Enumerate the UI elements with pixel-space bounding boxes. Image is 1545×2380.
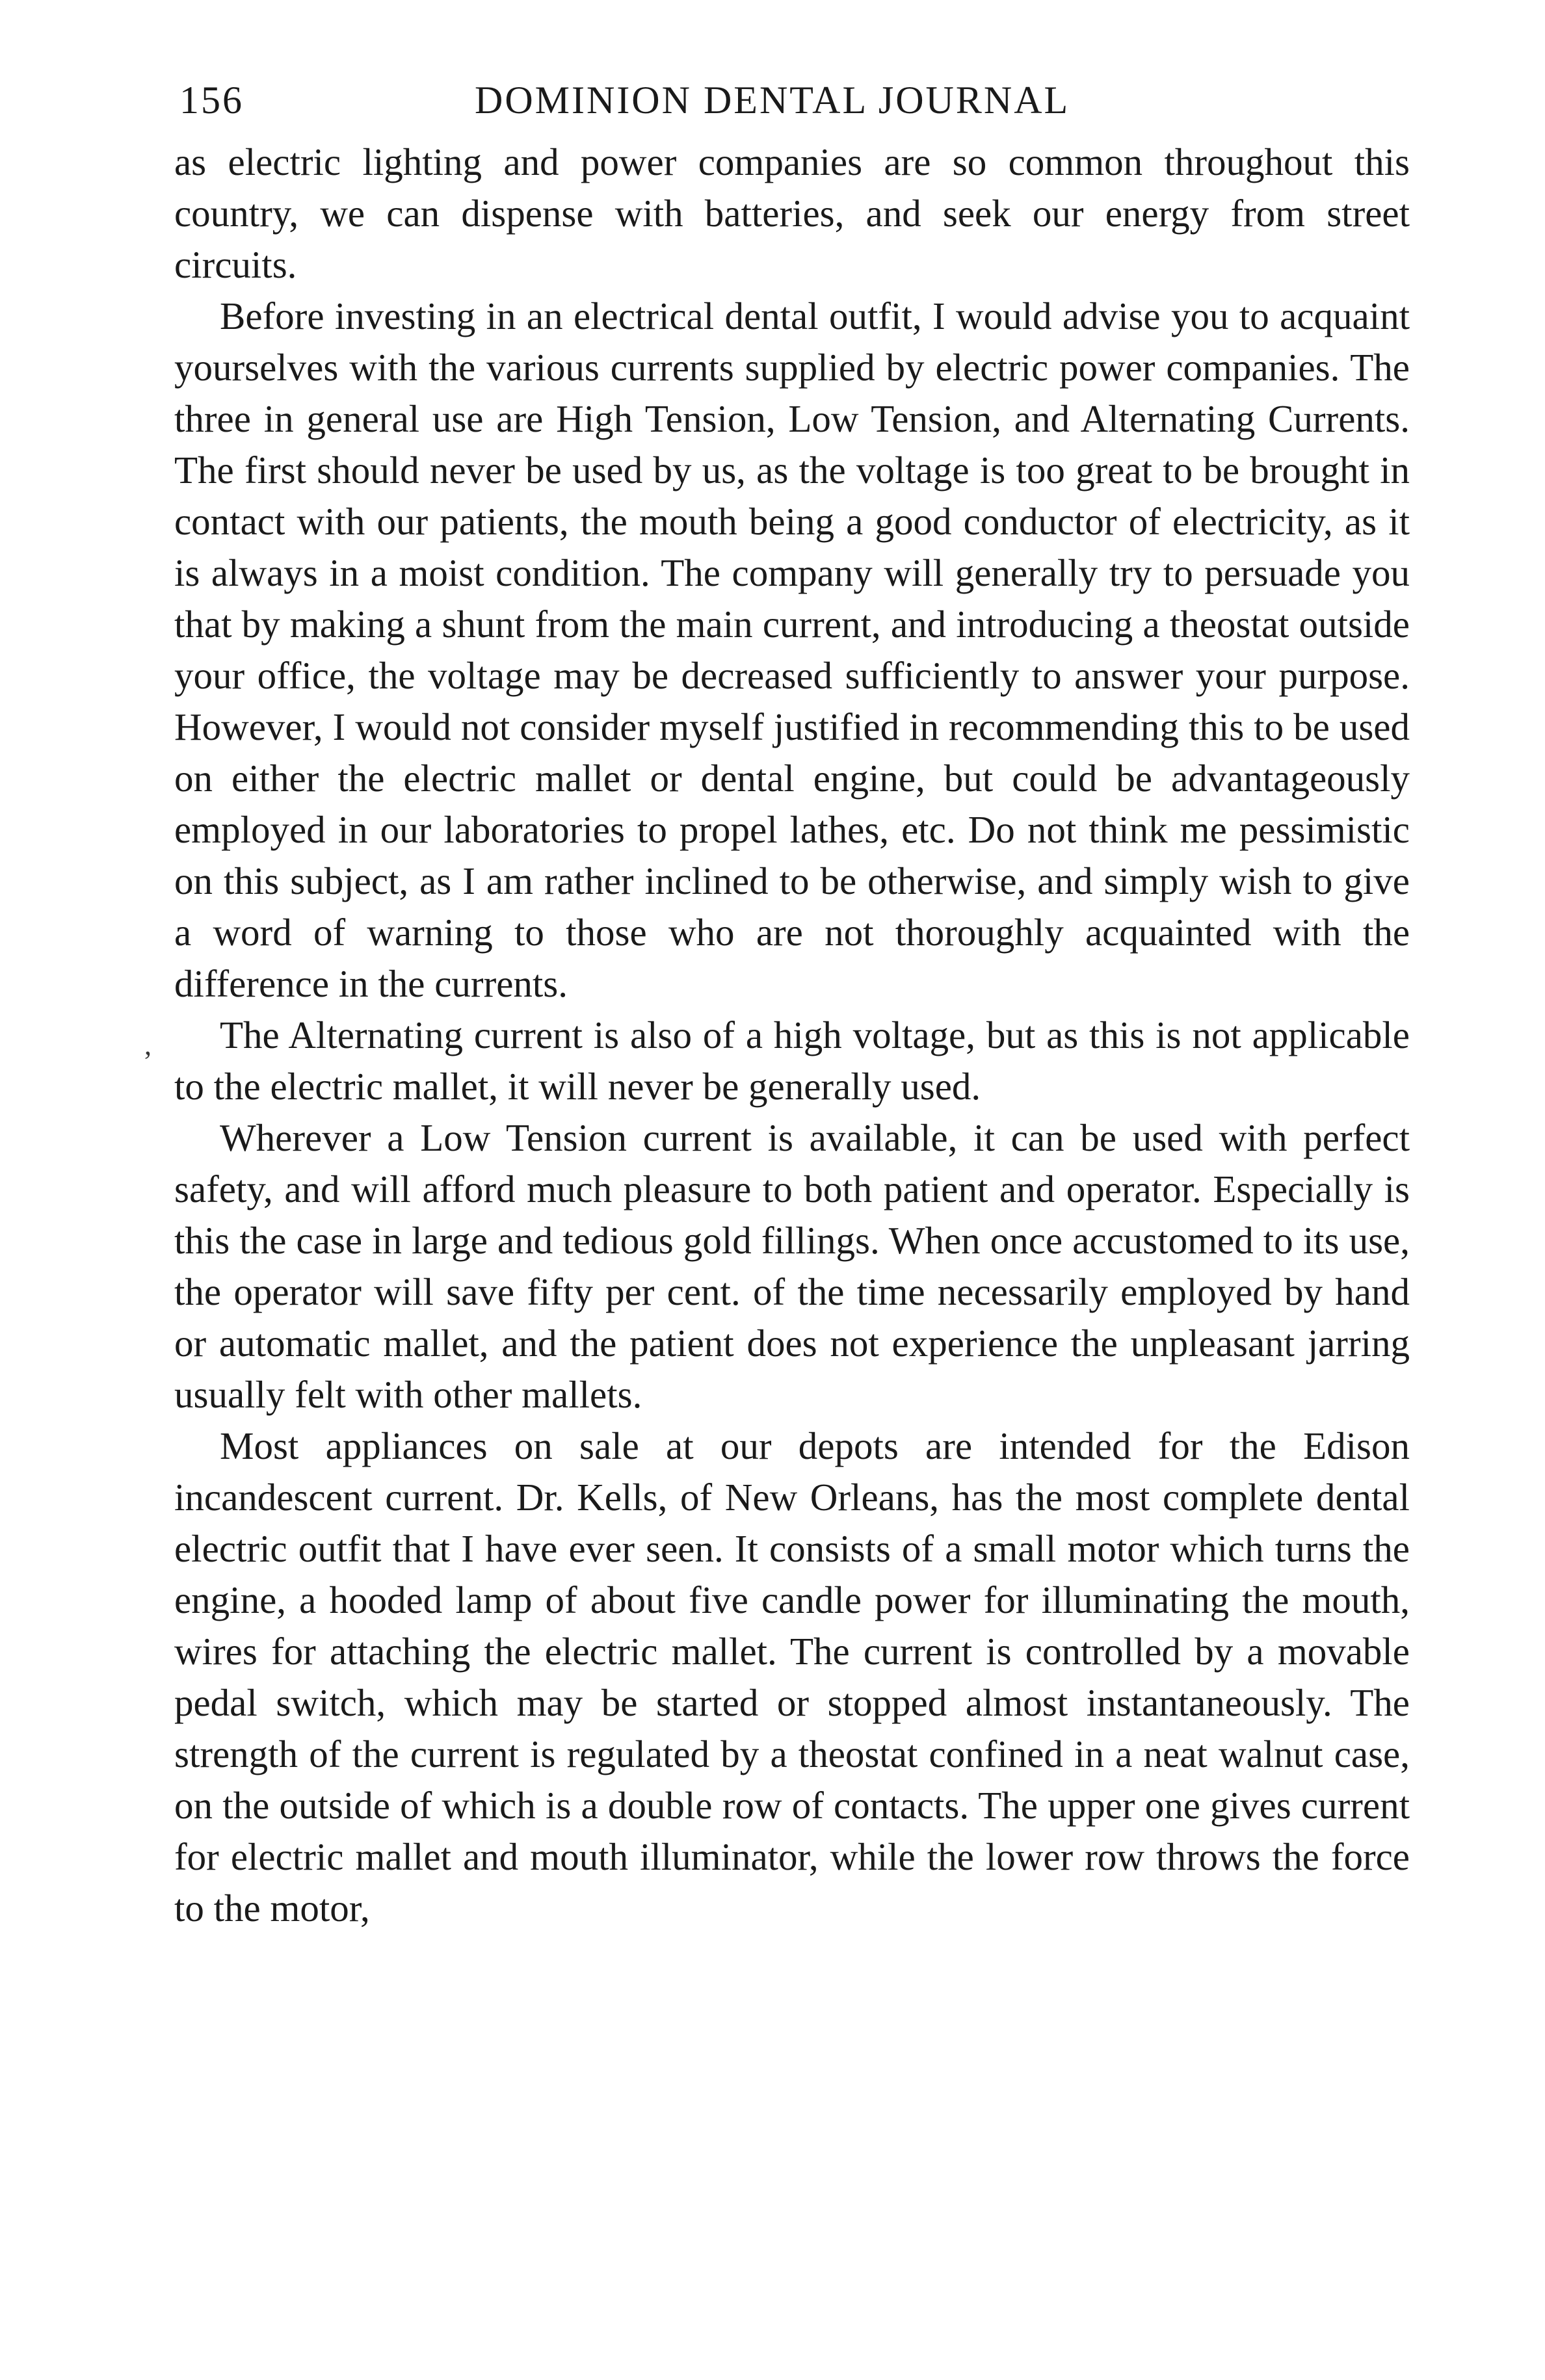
paragraph-5: Most appliances on sale at our depots are intended for the Edison incandescent current. Dr. Kells, of New Orleans, has the most complete dental electric outfit that I have ever seen. It consists of a small motor which turns the engine, a hooded lamp of about five candle power for illuminating the mouth, wires for attaching the electric mallet. The current is controlled by a movable pedal switch, which may be started or stopped almost instantaneously. The strength of the current is regulated by a theostat confined in a neat walnut case, on the outside of which is a double row of contacts. The upper one gives current for electric mallet and mouth illuminator, while the lower row throws the force to the motor,	[174, 1424, 1410, 1929]
paragraph-1: as electric lighting and power companies are so common throughout this country, we can dispense with batteries, and seek our energy from street circuits.	[174, 140, 1410, 286]
page-number: 156	[179, 79, 244, 122]
journal-page	[174, 65, 1410, 1934]
journal-title: DOMINION DENTAL JOURNAL	[475, 79, 1070, 122]
paragraph-2: Before investing in an electrical dental outfit, I would advise you to acquaint yourselves with the various currents supplied by electric power companies. The three in general use are High Tension, Low Tension, and Alternating Currents. The first should never be used by us, as the voltage is too great to be brought in contact with our patients, the mouth being a good conductor of electricity, as it is always in a moist condition. The company will generally try to persuade you that by making a shunt from the main current, and introducing a theostat outside your office, the voltage may be decreased sufficiently to answer your purpose. However, I would not consider myself justified in recommending this to be used on either the electric mallet or dental engine, but could be advantageously employed in our laboratories to propel lathes, etc. Do not think me pessimistic on this subject, as I am rather inclined to be otherwise, and simply wish to give a word of warning to those who are not thoroughly acquainted with the difference in the currents.	[174, 294, 1410, 1005]
paragraph-3: The Alternating current is also of a high voltage, but as this is not applicable to the electric mallet, it will never be generally used.	[174, 1013, 1410, 1108]
margin-mark: ,	[144, 1029, 152, 1061]
paragraph-4: Wherever a Low Tension current is available, it can be used with perfect safety, and will afford much pleasure to both patient and operator. Especially is this the case in large and tedious gold fillings. When once accustomed to its use, the operator will save fifty per cent. of the time necessarily employed by hand or automatic mallet, and the patient does not experience the unpleasant jarring usually felt with other mallets.	[174, 1116, 1410, 1416]
article-body	[174, 137, 1410, 1934]
running-head	[174, 65, 1410, 137]
